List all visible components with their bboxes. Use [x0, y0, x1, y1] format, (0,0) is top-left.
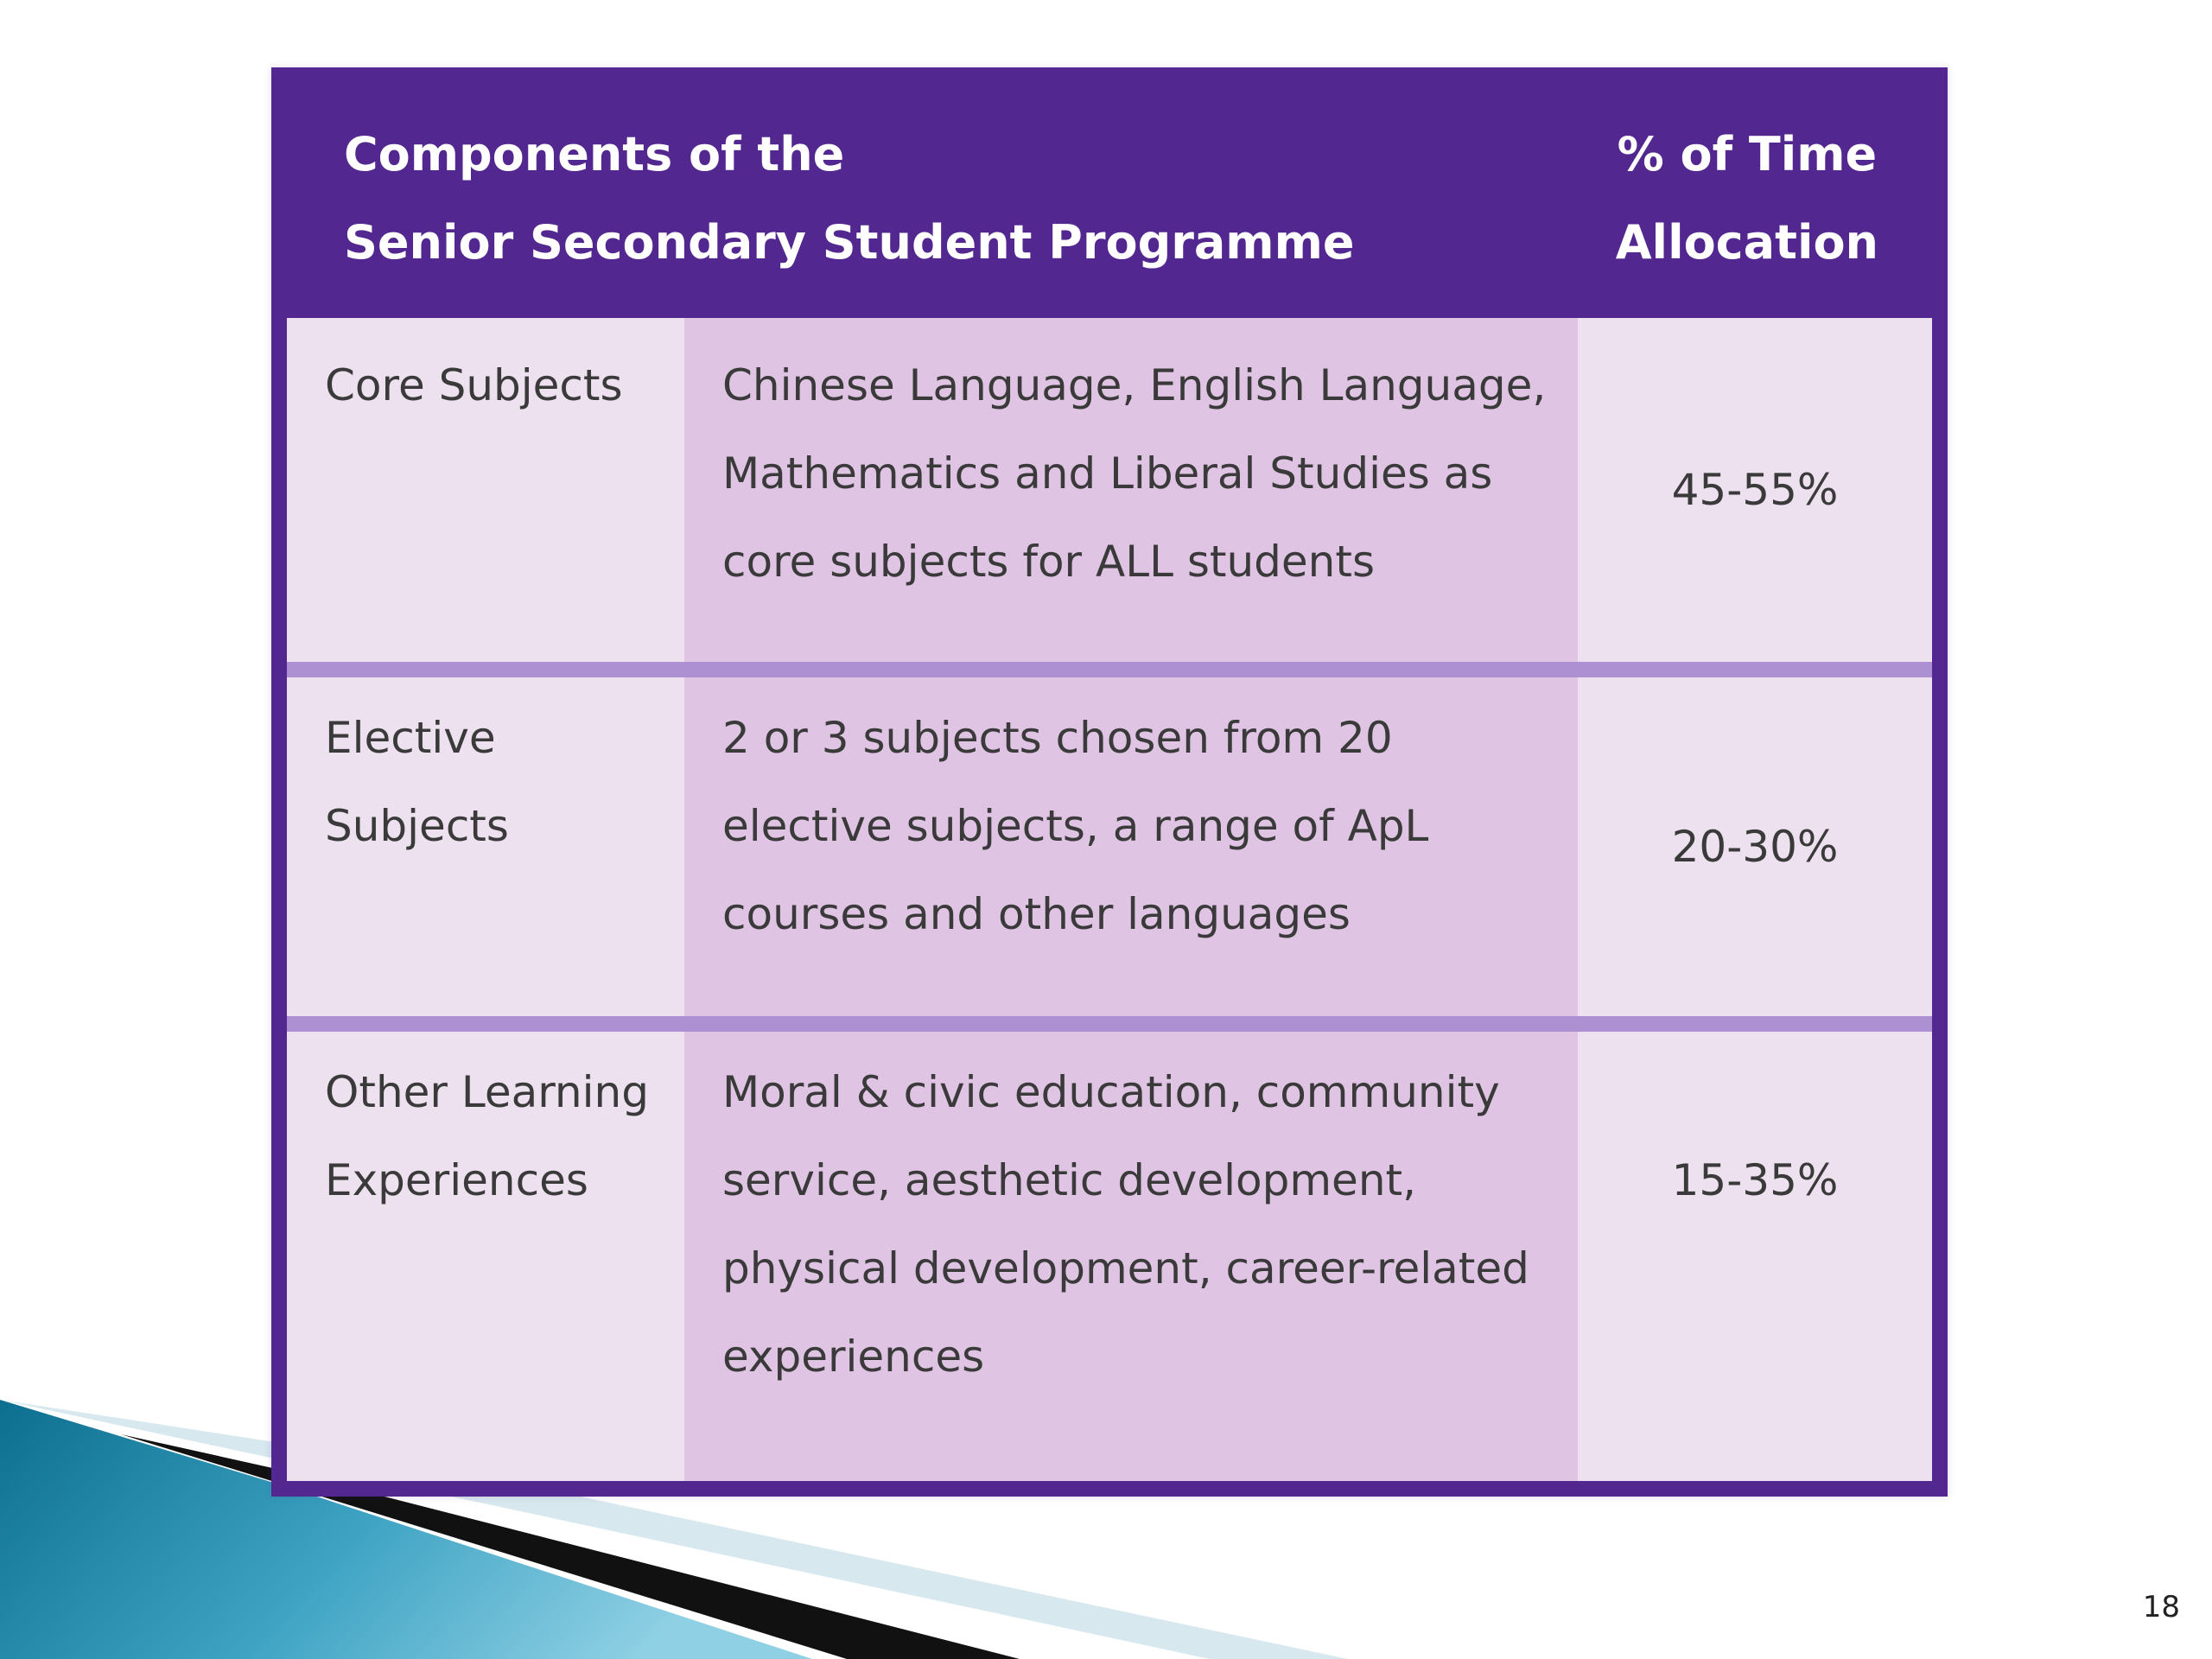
category-cell — [287, 1032, 684, 1481]
description-line: Mathematics and Liberal Studies as — [722, 448, 1493, 499]
table-body — [287, 318, 1932, 1481]
table-header — [271, 67, 1948, 318]
table-row-core — [287, 318, 1932, 662]
category-line: Experiences — [325, 1155, 588, 1205]
allocation-value: 45-55% — [1671, 465, 1839, 515]
description-cell — [684, 318, 1578, 662]
category-line: Core Subjects — [325, 360, 623, 410]
description-cell — [684, 1032, 1578, 1481]
allocation-cell — [1578, 318, 1932, 662]
category-line: Other Learning — [325, 1067, 649, 1117]
header-time-allocation — [1616, 111, 1878, 287]
description-line: elective subjects, a range of ApL — [722, 801, 1429, 851]
category-line: Subjects — [325, 801, 509, 851]
header-components-line1: Components of the — [344, 127, 845, 181]
allocation-value: 20-30% — [1671, 822, 1839, 872]
category-cell — [287, 677, 684, 1016]
header-time-line1: % of Time — [1617, 127, 1878, 181]
header-time-line2: Allocation — [1615, 215, 1878, 270]
description-line: courses and other languages — [722, 889, 1351, 939]
allocation-cell — [1578, 677, 1932, 1016]
category-line: Elective — [325, 713, 496, 763]
header-components-line2: Senior Secondary Student Programme — [344, 215, 1355, 270]
table-row-elective — [287, 677, 1932, 1016]
page-number: 18 — [2142, 1590, 2180, 1624]
header-components — [344, 111, 1467, 287]
description-line: service, aesthetic development, — [722, 1155, 1417, 1205]
description-cell — [684, 677, 1578, 1016]
allocation-value: 15-35% — [1671, 1155, 1839, 1205]
description-line: 2 or 3 subjects chosen from 20 — [722, 713, 1393, 763]
description-line: experiences — [722, 1332, 985, 1382]
description-line: Chinese Language, English Language, — [722, 360, 1547, 410]
allocation-cell — [1578, 1032, 1932, 1481]
description-line: core subjects for ALL students — [722, 537, 1376, 587]
programme-table — [271, 67, 1948, 1497]
description-line: physical development, career-related — [722, 1243, 1529, 1294]
description-line: Moral & civic education, community — [722, 1067, 1500, 1117]
category-cell — [287, 318, 684, 662]
table-row-ole — [287, 1032, 1932, 1481]
